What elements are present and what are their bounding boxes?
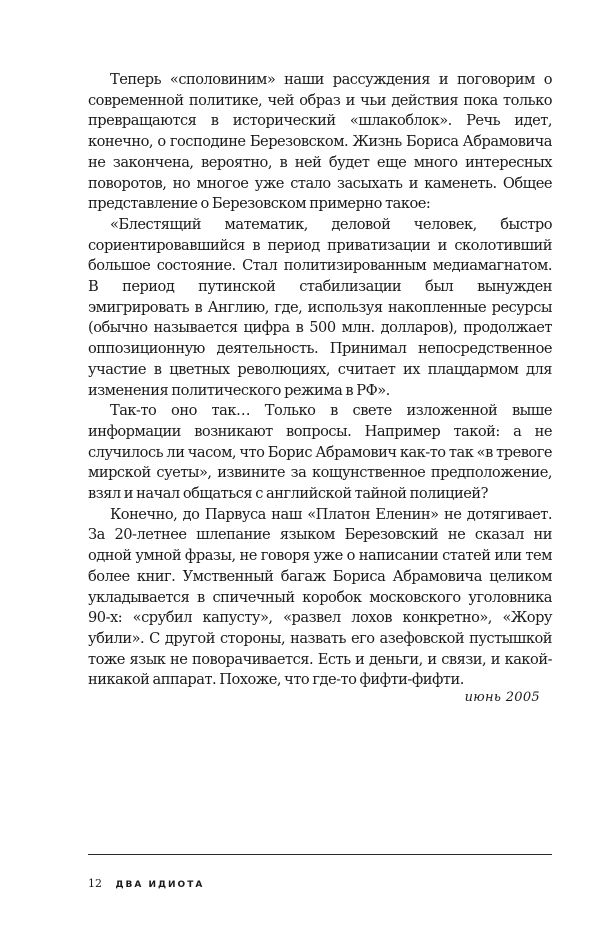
running-head: ДВА ИДИОТА bbox=[115, 880, 205, 890]
main-text bbox=[88, 70, 552, 691]
page-number: 12 bbox=[88, 877, 102, 890]
paragraph: Теперь «споловиним» наши рассуждения и поговорим о современной политике, чей образ и чьи действия пока только превращаются в исторический «шлакоблок». Речь идет, конечно, о господине Березовском. Жизнь Бориса Абрамовича не закончена, вероятно, в ней будет еще много интересных поворотов, но многое уже стало засыхать и каменеть. Общее представление о Березовском примерно такое: bbox=[88, 71, 552, 213]
footer-divider bbox=[88, 854, 552, 855]
date-signature: июнь 2005 bbox=[464, 690, 540, 705]
paragraph: Так-то оно так… Только в свете изложенной выше информации возникают вопросы. Например такой: а не случилось ли часом, что Борис Абрамович как-то так «в тревоге мирской суеты», извините за кощунственное предположение, взял и начал общаться с английской тайной полицией? bbox=[88, 402, 552, 503]
page-footer bbox=[88, 877, 388, 890]
paragraph: «Блестящий математик, деловой человек, быстро сориентировавшийся в период приватизации и сколотивший большое состояние. Стал политизированным медиамагнатом. В период путинской стабилизации был вынужден эмигрировать в Англию, где, используя накопленные ресурсы (обычно называется цифра в 500 млн. долларов), продолжает оппозиционную деятельность. Принимал непосредственное участие в цветных революциях, считает их плацдармом для изменения политического режима в РФ». bbox=[88, 215, 552, 399]
paragraph: Конечно, до Парвуса наш «Платон Еленин» не дотягивает. За 20-летнее шлепание языком Березовский не сказал ни одной умной фразы, не говоря уже о написании статей или тем более книг. Умственный багаж Бориса Абрамовича целиком укладывается в спичечный коробок московского уголовника 90-х: «срубил капусту», «развел лохов конкретно», «Жору убили». С другой стороны, назвать его азефовской пустышкой тоже язык не поворачивается. Есть и деньги, и связи, и какой-никакой аппарат. Похоже, что где-то фифти-фифти. bbox=[88, 505, 552, 689]
